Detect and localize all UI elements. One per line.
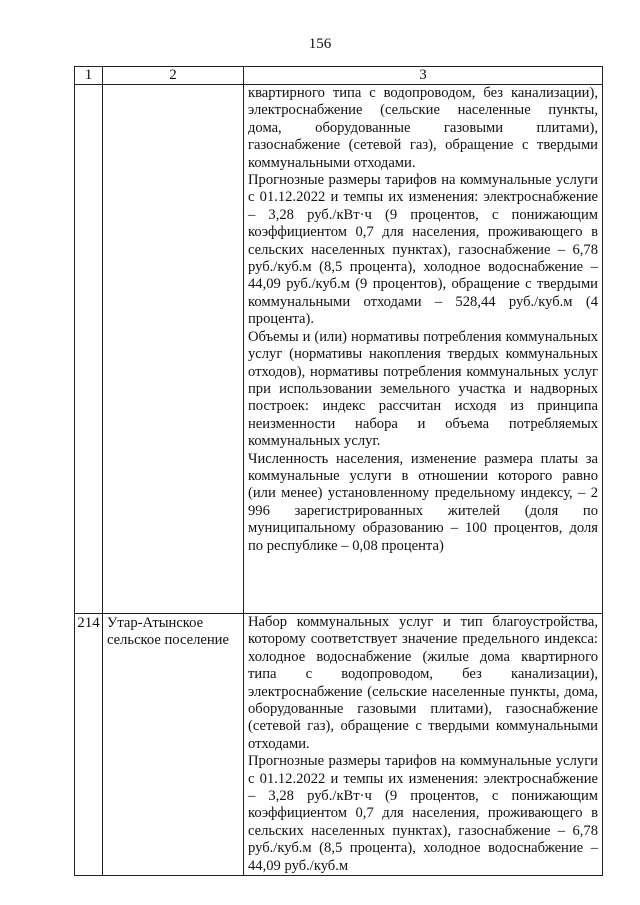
- table-row-continuation: [75, 85, 603, 614]
- services-paragraph: Набор коммунальных услуг и тип благоустройства, которому соответствует значение предельного индекса: холодное водоснабжение (жилые дома квартирного типа с водопроводом, без канализации), электроснабжение (сельские населенные пункты, дома, оборудованные газовыми плитами), газоснабжение (сетевой газ), обращение с твердыми коммунальными отходами.: [248, 614, 598, 752]
- table-row-214: [75, 614, 603, 876]
- municipality-name: Утар-Атынское сельское поселение: [103, 614, 244, 876]
- header-col-2: 2: [103, 67, 244, 85]
- volumes-paragraph: Объемы и (или) нормативы потребления коммунальных услуг (нормативы накопления твердых коммунальных отходов), нормативы потребления коммунальных услуг при использовании земельного участка и надворных построек: индекс рассчитан исходя из принципа неизменности набора и объема потребляемых коммунальных услуг.: [248, 328, 598, 450]
- services-line-3: дома, оборудованные газовыми плитами),: [248, 119, 598, 136]
- row-content-cell: [244, 85, 603, 614]
- services-line-2: электроснабжение (сельские населенные пункты,: [248, 102, 598, 119]
- services-line-5: коммунальными отходами.: [248, 154, 416, 171]
- tariff-table: [74, 66, 603, 876]
- header-col-3: 3: [244, 67, 603, 85]
- row-number-cell: [75, 85, 103, 614]
- table-header-row: [75, 67, 603, 85]
- row-name-cell: [103, 85, 244, 614]
- services-line-4: газоснабжение (сетевой газ), обращение с твердыми: [248, 137, 598, 154]
- row-content-cell: [244, 614, 603, 876]
- population-paragraph: Численность населения, изменение размера платы за коммунальные услуги в отношении которого равно (или менее) установленному предельному индексу, – 2 996 зарегистрированных жителей (доля по муниципальному образованию – 100 процентов, доля по республике – 0,08 процента): [248, 450, 598, 554]
- header-col-1: 1: [75, 67, 103, 85]
- tariffs-paragraph: Прогнозные размеры тарифов на коммунальные услуги с 01.12.2022 и темпы их изменения: электроснабжение – 3,28 руб./кВт·ч (9 процентов, с понижающим коэффициентом 0,7 для населения, проживающего в сельских населенных пунктах), газоснабжение – 6,78 руб./куб.м (8,5 процента), холодное водоснабжение – 44,09 руб./куб.м (9 процентов), обращение с твердыми коммунальными отходами – 528,44 руб./куб.м (4 процента).: [248, 172, 598, 328]
- services-line-1: квартирного типа с водопроводом, без канализации),: [248, 85, 598, 101]
- row-number: 214: [75, 614, 103, 876]
- page-number: 156: [308, 36, 332, 52]
- tariffs-paragraph: Прогнозные размеры тарифов на коммунальные услуги с 01.12.2022 и темпы их изменения: электроснабжение – 3,28 руб./кВт·ч (9 процентов, с понижающим коэффициентом 0,7 для населения, проживающего в сельских населенных пунктах), газоснабжение – 6,78 руб./куб.м (8,5 процента), холодное водоснабжение – 44,09 руб./куб.м: [248, 753, 598, 874]
